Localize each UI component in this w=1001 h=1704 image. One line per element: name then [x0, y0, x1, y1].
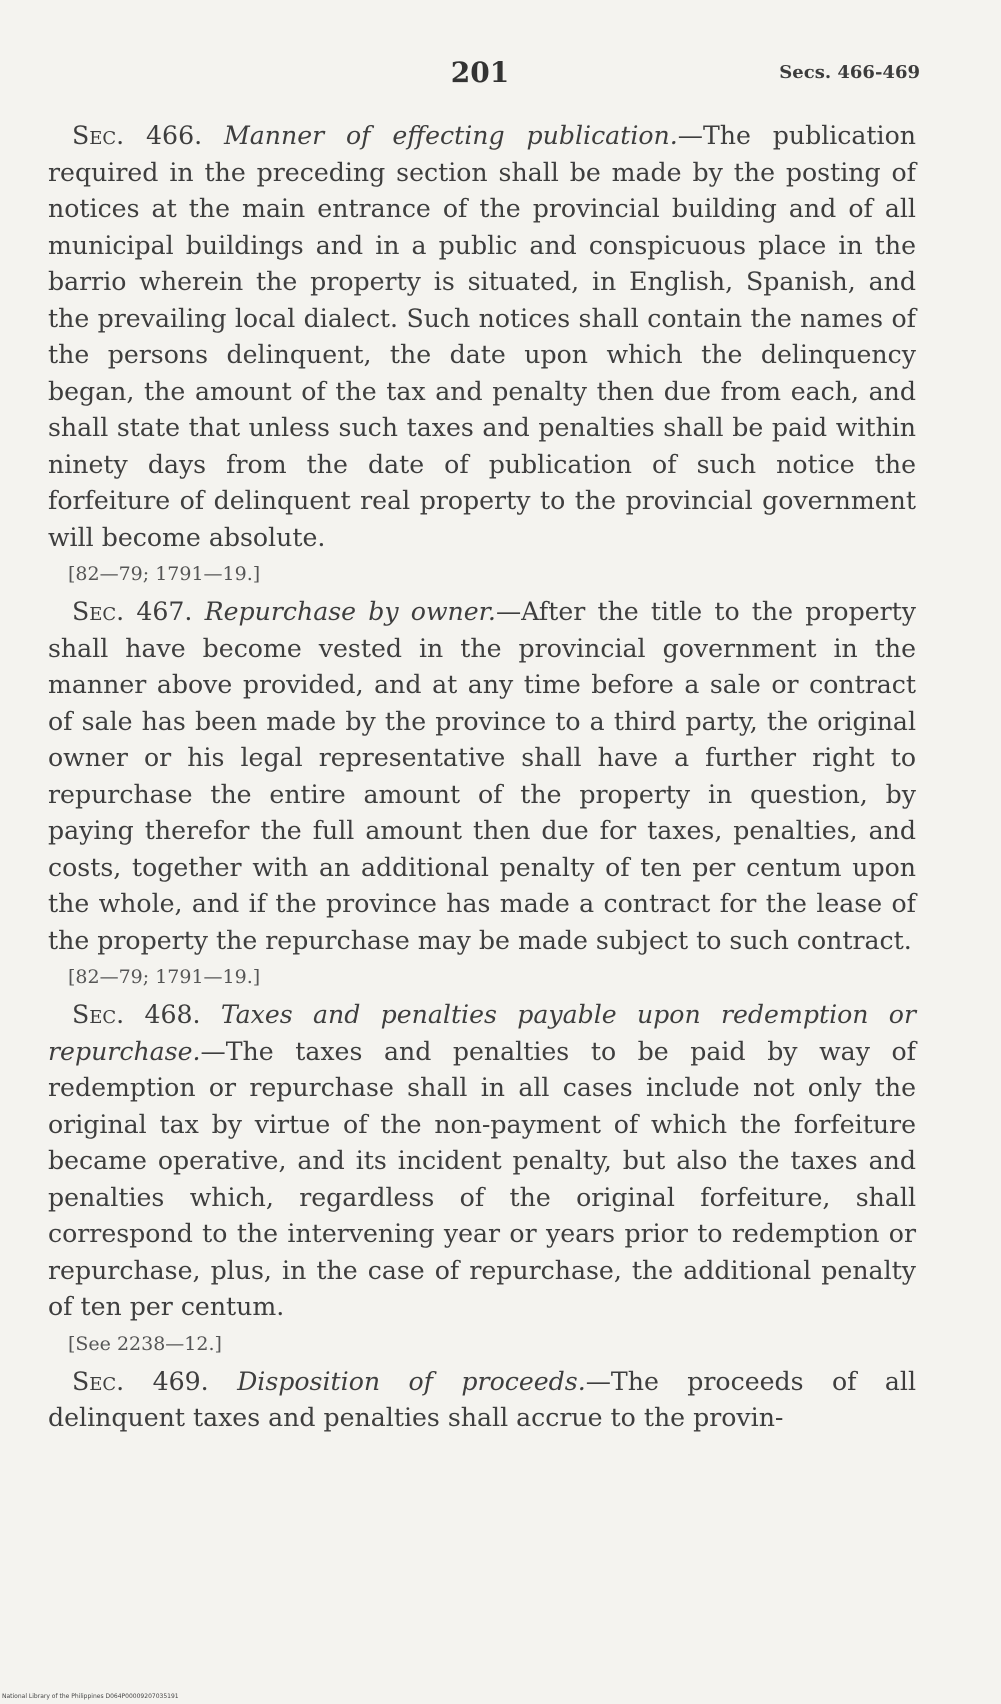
body-text: [48, 118, 916, 1437]
section-citation: [82—79; 1791—19.]: [68, 563, 261, 585]
section-title: Repurchase by owner.: [204, 597, 496, 626]
page-header: [40, 56, 920, 96]
section-title: Taxes and penalties payable upon redemption or repurchase.: [48, 1000, 916, 1066]
section-text: —The taxes and penalties to be paid by way of redemption or repurchase shall in all cases include not only the original tax by virtue of the non-payment of which the forfeiture became operative, and its incident penalty, but also the taxes and penalties which, regardless of the original forfeiture, shall correspond to the intervening year or years prior to redemption or repurchase, plus, in the case of repurchase, the additional penalty of ten per centum.: [48, 1036, 916, 1321]
section-label: Sec. 469.: [72, 1366, 209, 1396]
section-467: [48, 594, 916, 959]
section-469: [48, 1364, 916, 1437]
library-footer: National Library of the Philippines D064P00009207035191: [2, 1693, 179, 1700]
section-citation: [82—79; 1791—19.]: [68, 966, 261, 988]
section-citation: [See 2238—12.]: [68, 1332, 222, 1355]
page-number: 201: [450, 56, 510, 89]
section-466: [48, 118, 916, 556]
section-468: [48, 997, 916, 1326]
section-title: Disposition of proceeds.: [237, 1366, 586, 1396]
section-label: Sec. 466.: [72, 121, 203, 150]
section-text: —The proceeds of all delinquent taxes and penalties shall accrue to the provin-: [48, 1366, 917, 1432]
section-label: Sec. 467.: [72, 597, 193, 626]
section-text: —The publication required in the preceding section shall be made by the posting of notices at the main entrance of the provincial building and of all municipal buildings and in a public and conspicuous place in the barrio wherein the property is situated, in English, Spanish, and the prevailing local dialect. Such notices shall contain the names of the persons delinquent, the date upon which the delinquency began, the amount of the tax and penalty then due from each, and shall state that unless such taxes and penalties shall be paid within ninety days from the date of publication of such notice the forfeiture of delinquent real property to the provincial government will become absolute.: [48, 121, 916, 552]
section-title: Manner of effecting publication.: [223, 121, 678, 150]
section-label: Sec. 468.: [72, 1000, 201, 1029]
section-text: —After the title to the property shall have become vested in the provincial government in the manner above provided, and at any time before a sale or contract of sale has been made by the province to a third party, the original owner or his legal representative shall have a further right to repurchase the entire amount of the property in question, by paying therefor the full amount then due for taxes, penalties, and costs, together with an additional penalty of ten per centum upon the whole, and if the province has made a contract for the lease of the property the repurchase may be made subject to such contract.: [48, 597, 916, 955]
running-head: Secs. 466-469: [779, 62, 920, 83]
